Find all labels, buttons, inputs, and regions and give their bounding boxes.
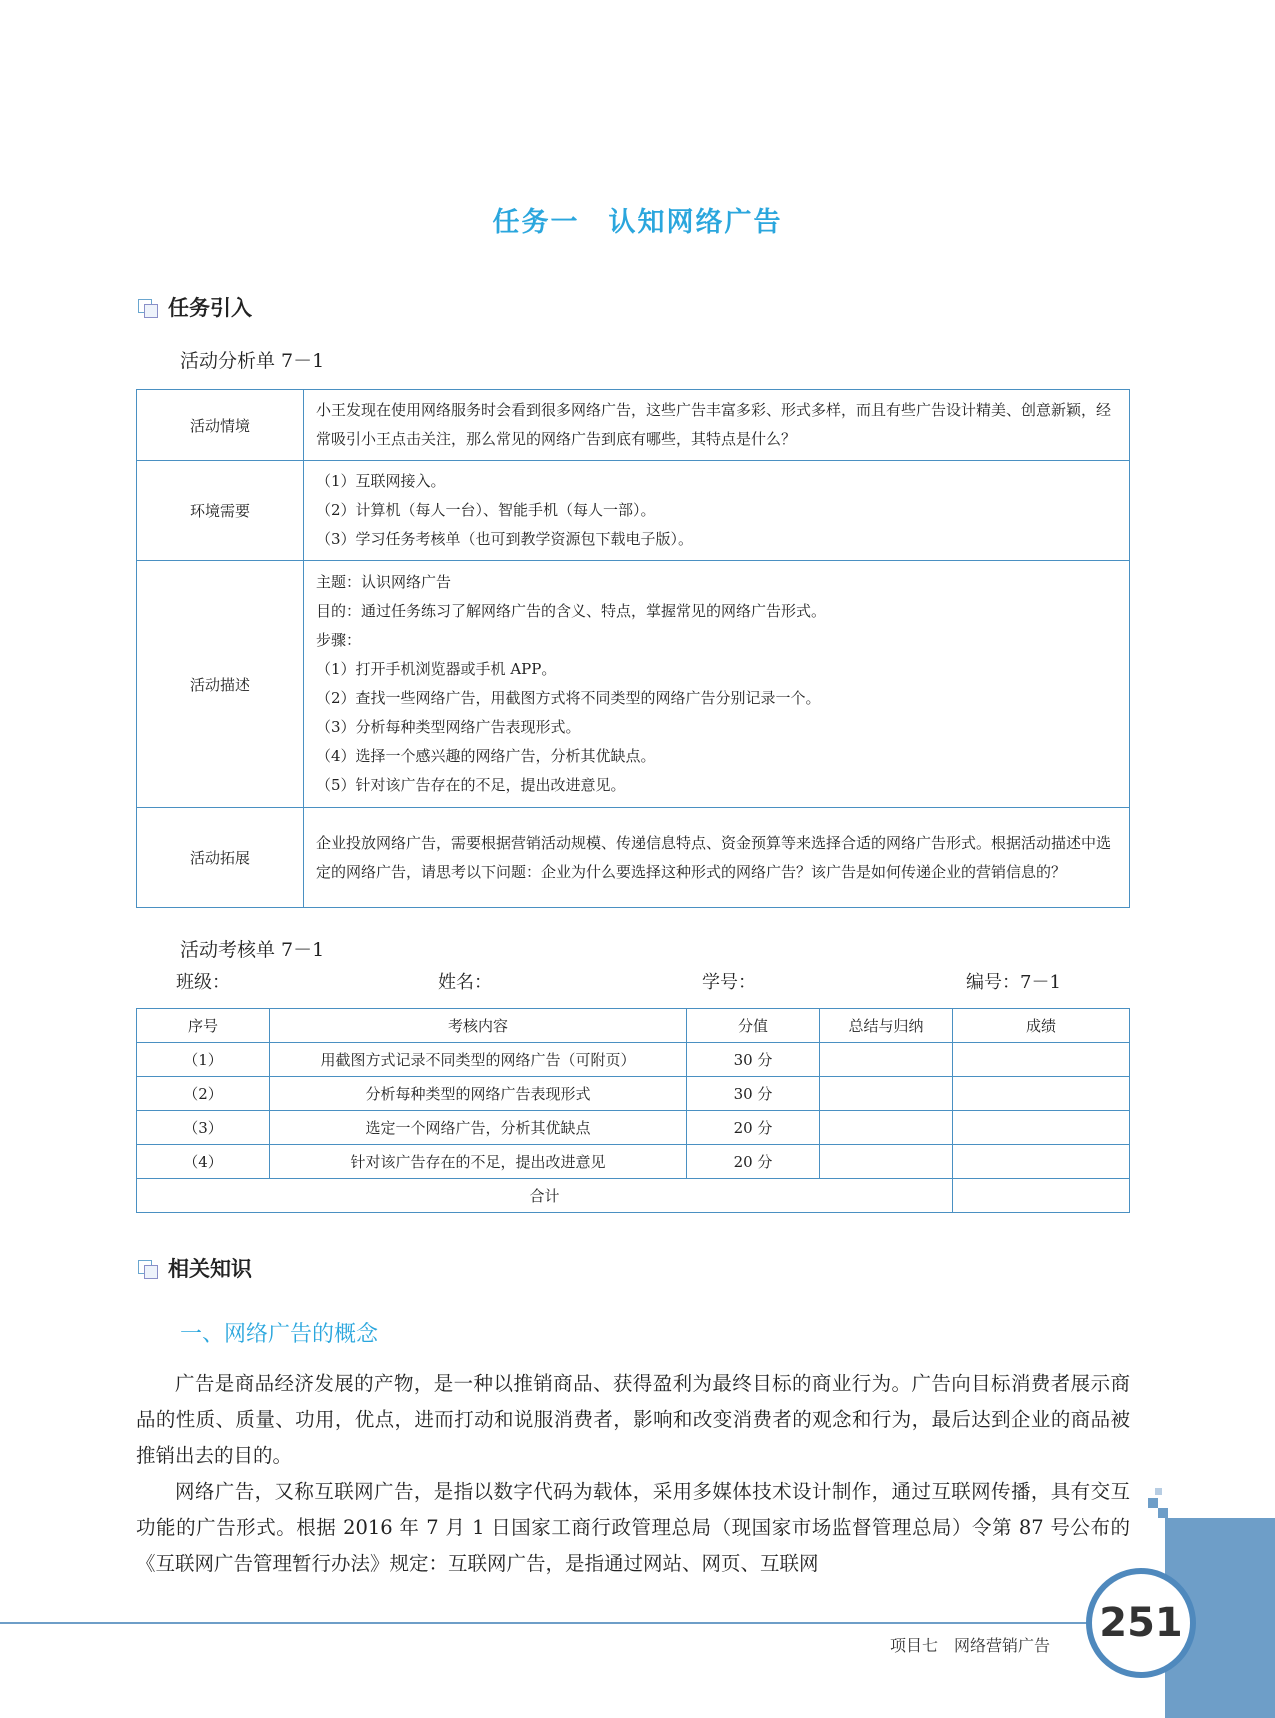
row-summary-cell — [820, 1043, 953, 1077]
content-line: 步骤： — [316, 631, 362, 649]
section-icon — [138, 297, 160, 317]
row-score: 20 分 — [687, 1145, 820, 1179]
row-number: （1） — [137, 1043, 270, 1077]
header-cell: 总结与归纳 — [820, 1009, 953, 1043]
row-grade-cell — [953, 1111, 1130, 1145]
table-total-row — [137, 1179, 1130, 1213]
section-heading-label: 相关知识 — [168, 1256, 252, 1281]
header-cell: 序号 — [137, 1009, 270, 1043]
decorative-square — [1148, 1498, 1158, 1508]
row-grade-cell — [953, 1077, 1130, 1111]
row-content: 分析每种类型的网络广告表现形式 — [270, 1077, 687, 1111]
row-score: 30 分 — [687, 1077, 820, 1111]
footer-chapter: 项目七 网络营销广告 — [890, 1636, 1051, 1655]
row-content — [304, 808, 1130, 908]
row-content: 选定一个网络广告，分析其优缺点 — [270, 1111, 687, 1145]
footer-rule — [0, 1622, 1090, 1624]
content-line: （2）查找一些网络广告，用截图方式将不同类型的网络广告分别记录一个。 — [316, 689, 821, 707]
activity-assessment-label: 活动考核单 7－1 — [180, 939, 325, 961]
activity-analysis-table — [136, 389, 1130, 908]
page-title: 任务一 认知网络广告 — [492, 207, 783, 238]
assessment-table — [136, 1008, 1130, 1213]
row-number: （4） — [137, 1145, 270, 1179]
body-text — [136, 1366, 1130, 1582]
row-content — [304, 390, 1130, 461]
number-field-label: 编号：7－1 — [966, 972, 1061, 993]
content-line: （2）计算机（每人一台）、智能手机（每人一部）。 — [316, 501, 656, 519]
row-content — [304, 461, 1130, 561]
table-row — [137, 561, 1130, 808]
activity-analysis-label: 活动分析单 7－1 — [180, 350, 325, 372]
header-cell: 考核内容 — [270, 1009, 687, 1043]
row-number: （3） — [137, 1111, 270, 1145]
row-number: （2） — [137, 1077, 270, 1111]
table-row — [137, 390, 1130, 461]
content-line: （1）互联网接入。 — [316, 472, 446, 490]
table-row — [137, 461, 1130, 561]
row-summary-cell — [820, 1145, 953, 1179]
table-row — [137, 1145, 1130, 1179]
decorative-square — [1158, 1508, 1168, 1518]
section-icon — [138, 1258, 160, 1278]
content-line: 主题：认识网络广告 — [316, 573, 452, 591]
paragraph: 广告是商品经济发展的产物，是一种以推销商品、获得盈利为最终目标的商业行为。广告向目标消费者展示商品的性质、质量、功用，优点，进而打动和说服消费者，影响和改变消费者的观念和行为，最后达到企业的商品被推销出去的目的。 — [136, 1372, 1130, 1467]
header-cell: 分值 — [687, 1009, 820, 1043]
subsection-heading: 一、网络广告的概念 — [180, 1322, 379, 1347]
content-line: （5）针对该广告存在的不足，提出改进意见。 — [316, 776, 626, 794]
content-line: （3）分析每种类型网络广告表现形式。 — [316, 718, 581, 736]
row-content: 针对该广告存在的不足，提出改进意见 — [270, 1145, 687, 1179]
section-heading-related-knowledge — [138, 1253, 252, 1283]
name-field-label: 姓名： — [438, 972, 492, 993]
total-label: 合计 — [137, 1179, 953, 1213]
paragraph: 网络广告，又称互联网广告，是指以数字代码为载体，采用多媒体技术设计制作，通过互联网传播，具有交互功能的广告形式。根据 2016 年 7 月 1 日国家工商行政管理总局（现国家市场监督管理总局）令第 87 号公布的《互联网广告管理暂行办法》规定：互联网广告，是指通过网站、网页、互联网 — [136, 1480, 1130, 1575]
row-score: 30 分 — [687, 1043, 820, 1077]
row-label: 活动拓展 — [137, 808, 304, 908]
table-header-row — [137, 1009, 1130, 1043]
row-grade-cell — [953, 1043, 1130, 1077]
content-line: 企业投放网络广告，需要根据营销活动规模、传递信息特点、资金预算等来选择合适的网络广告形式。根据活动描述中选定的网络广告，请思考以下问题：企业为什么要选择这种形式的网络广告？该广告是如何传递企业的营销信息的？ — [316, 833, 1112, 881]
row-grade-cell — [953, 1145, 1130, 1179]
row-content: 用截图方式记录不同类型的网络广告（可附页） — [270, 1043, 687, 1077]
section-heading-task-intro — [138, 292, 252, 322]
table-row — [137, 1111, 1130, 1145]
row-content — [304, 561, 1130, 808]
decorative-square — [1155, 1488, 1162, 1495]
row-summary-cell — [820, 1077, 953, 1111]
row-label: 活动情境 — [137, 390, 304, 461]
student-id-field-label: 学号： — [702, 972, 756, 993]
content-line: 目的：通过任务练习了解网络广告的含义、特点，掌握常见的网络广告形式。 — [316, 602, 827, 620]
page-number: 251 — [1086, 1568, 1196, 1678]
content-line: （3）学习任务考核单（也可到教学资源包下载电子版）。 — [316, 530, 694, 548]
row-label: 活动描述 — [137, 561, 304, 808]
table-row — [137, 1077, 1130, 1111]
content-line: （1）打开手机浏览器或手机 APP。 — [316, 660, 557, 678]
row-label: 环境需要 — [137, 461, 304, 561]
content-line: 小王发现在使用网络服务时会看到很多网络广告，这些广告丰富多彩、形式多样，而且有些广告设计精美、创意新颖，经常吸引小王点击关注，那么常见的网络广告到底有哪些，其特点是什么？ — [316, 401, 1112, 448]
header-cell: 成绩 — [953, 1009, 1130, 1043]
total-grade-cell — [953, 1179, 1130, 1213]
table-row — [137, 808, 1130, 908]
class-field-label: 班级： — [176, 972, 230, 993]
section-heading-label: 任务引入 — [168, 295, 252, 320]
row-score: 20 分 — [687, 1111, 820, 1145]
table-row — [137, 1043, 1130, 1077]
content-line: （4）选择一个感兴趣的网络广告，分析其优缺点。 — [316, 747, 656, 765]
row-summary-cell — [820, 1111, 953, 1145]
